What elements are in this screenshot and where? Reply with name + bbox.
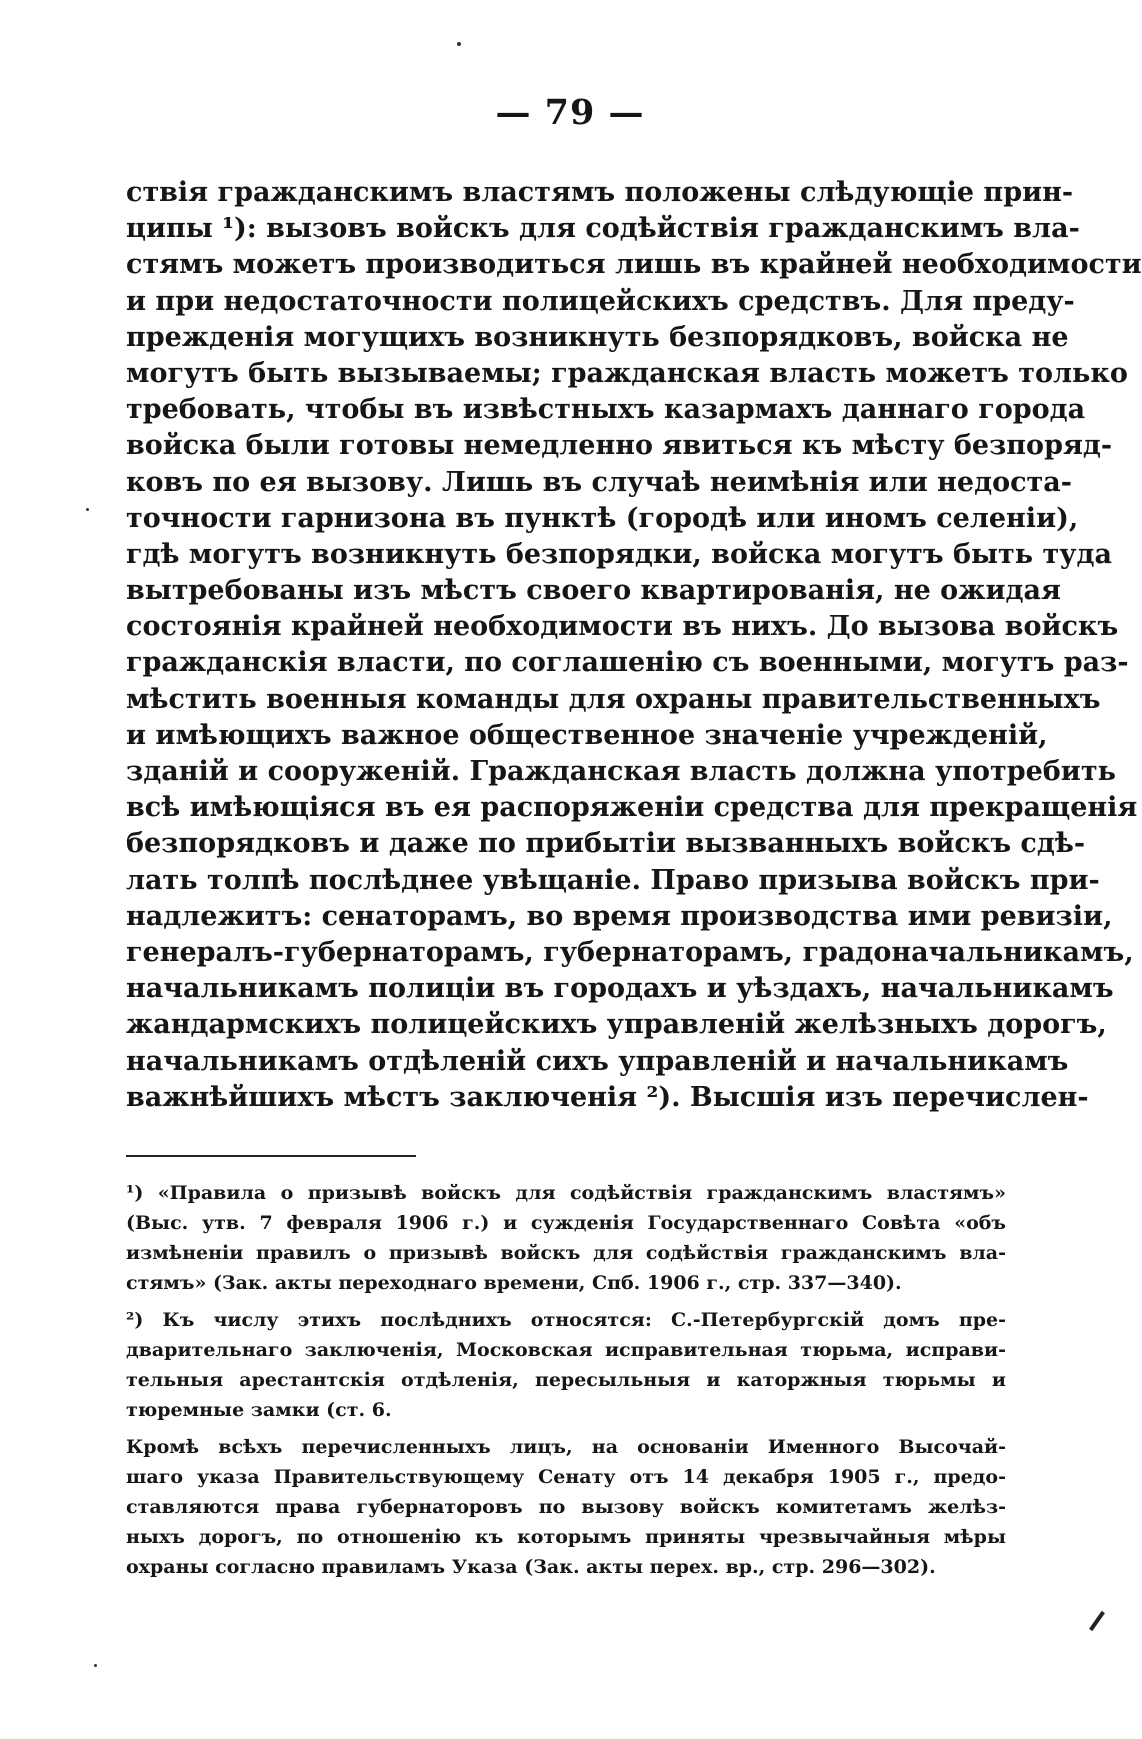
text-line: точности гарнизона въ пунктѣ (городѣ или иномъ селеніи),: [126, 502, 1079, 534]
footnote-line: охраны согласно правиламъ Указа (Зак. акты перех. вр., стр. 296—302).: [126, 1556, 936, 1578]
pen-mark: [1089, 1611, 1105, 1631]
print-speck: [86, 508, 89, 511]
footnote-line: (Выс. утв. 7 февраля 1906 г.) и сужденія Государственнаго Совѣта «объ: [126, 1212, 1006, 1234]
text-line: вытребованы изъ мѣстъ своего квартированія, не ожидая: [126, 575, 1061, 607]
print-speck: [94, 1664, 97, 1667]
footnote-line: ¹) «Правила о призывѣ войскъ для содѣйствія гражданскимъ властямъ»: [126, 1182, 1006, 1204]
text-line: ципы ¹): вызовъ войскъ для содѣйствія гражданскимъ вла-: [126, 213, 1080, 245]
text-line: стямъ можетъ производиться лишь въ крайней необходимости: [126, 249, 1142, 281]
text-line: жандармскихъ полицейскихъ управленій желѣзныхъ дорогъ,: [126, 1009, 1107, 1041]
footnote-2: [126, 1305, 1006, 1425]
footnote-line: измѣненіи правилъ о призывѣ войскъ для содѣйствія гражданскимъ вла-: [126, 1242, 1006, 1264]
main-text-block: [126, 175, 1142, 1116]
text-line: начальникамъ отдѣленій сихъ управленій и начальникамъ: [126, 1045, 1069, 1077]
footnote-line: шаго указа Правительствующему Сенату отъ 14 декабря 1905 г., предо-: [126, 1466, 1006, 1488]
footnote-continuation: [126, 1432, 1006, 1582]
text-line: начальникамъ полиціи въ городахъ и уѣздахъ, начальникамъ: [126, 973, 1114, 1005]
print-speck: [457, 42, 461, 46]
footnote-line: ныхъ дорогъ, по отношенію къ которымъ приняты чрезвычайныя мѣры: [126, 1526, 1006, 1548]
footnote-line: тюремные замки (ст. 6.: [126, 1399, 392, 1421]
text-line: требовать, чтобы въ извѣстныхъ казармахъ даннаго города: [126, 394, 1086, 426]
footnote-line: дварительнаго заключенія, Московская исправительная тюрьма, исправи-: [126, 1339, 1006, 1361]
footnote-line: тельныя арестантскія отдѣленія, пересыльныя и каторжныя тюрьмы и: [126, 1369, 1006, 1391]
text-line: гражданскія власти, по соглашенію съ военными, могутъ раз-: [126, 647, 1129, 679]
footnote-line: ставляются права губернаторовъ по вызову войскъ комитетамъ желѣз-: [126, 1496, 1006, 1518]
footnote-line: ²) Къ числу этихъ послѣднихъ относятся: С.-Петербургскій домъ пре-: [126, 1309, 1006, 1331]
text-line: и при недостаточности полицейскихъ средствъ. Для преду-: [126, 285, 1075, 317]
text-line: безпорядковъ и даже по прибытіи вызванныхъ войскъ сдѣ-: [126, 828, 1086, 860]
text-line: прежденія могущихъ возникнуть безпорядковъ, войска не: [126, 321, 1069, 353]
text-line: и имѣющихъ важное общественное значеніе учрежденій,: [126, 719, 1048, 751]
footnote-line: стямъ» (Зак. акты переходнаго времени, Спб. 1906 г., стр. 337—340).: [126, 1272, 902, 1294]
footnote-divider: [126, 1155, 416, 1157]
page-number: — 79 —: [495, 92, 645, 133]
text-line: ковъ по ея вызову. Лишь въ случаѣ неимѣнія или недоста-: [126, 466, 1072, 498]
text-line: состоянія крайней необходимости въ нихъ. До вызова войскъ: [126, 611, 1119, 643]
text-line: зданій и сооруженій. Гражданская власть должна употребить: [126, 756, 1116, 787]
text-line: войска были готовы немедленно явиться къ мѣсту безпоряд-: [126, 430, 1113, 462]
text-line: важнѣйшихъ мѣстъ заключенія ²). Высшія изъ перечислен-: [126, 1081, 1089, 1113]
text-line: ствія гражданскимъ властямъ положены слѣдующіе прин-: [126, 177, 1074, 208]
text-line: лать толпѣ послѣднее увѣщаніе. Право призыва войскъ при-: [126, 864, 1100, 896]
footnote-line: Кромѣ всѣхъ перечисленныхъ лицъ, на основаніи Именного Высочай-: [126, 1436, 1006, 1458]
footnotes-block: [126, 1178, 1006, 1582]
text-line: генералъ-губернаторамъ, губернаторамъ, градоначальникамъ,: [126, 936, 1134, 968]
text-line: могутъ быть вызываемы; гражданская власть можетъ только: [126, 357, 1128, 389]
text-line: гдѣ могутъ возникнуть безпорядки, войска могутъ быть туда: [126, 538, 1112, 570]
text-line: всѣ имѣющіяся въ ея распоряженіи средства для прекращенія: [126, 792, 1138, 824]
footnote-1: [126, 1178, 1006, 1298]
text-line: мѣстить военныя команды для охраны правительственныхъ: [126, 683, 1101, 715]
text-line: надлежитъ: сенаторамъ, во время производства ими ревизіи,: [126, 900, 1113, 932]
